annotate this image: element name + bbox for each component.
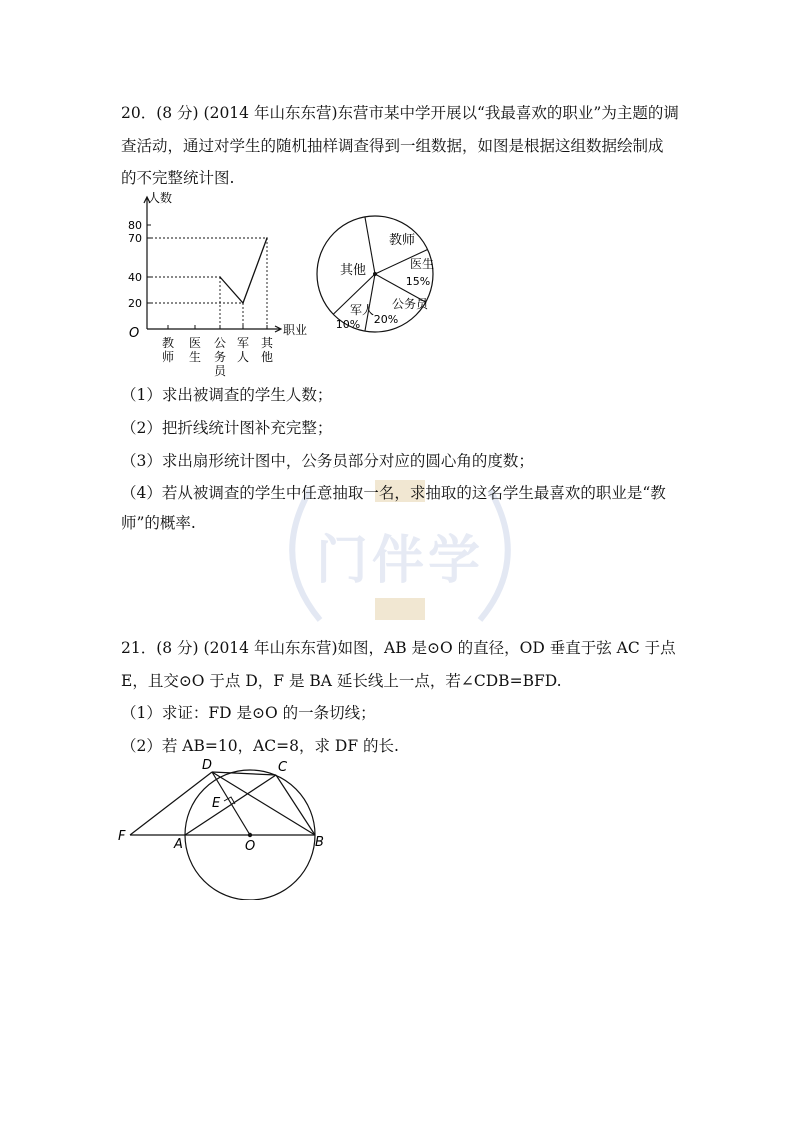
- x-tick-label: 军: [236, 336, 250, 350]
- q21-sub2: （2）若 AB=10，AC=8，求 DF 的长.: [121, 737, 399, 755]
- x-tick-label: 教: [161, 336, 175, 350]
- slice-label: 其他: [339, 263, 367, 278]
- watermark-text: 门伴学: [315, 531, 484, 591]
- line-cb: [276, 775, 315, 835]
- q21-sub1: （1）求证：FD 是⊙O 的一条切线；: [121, 704, 376, 722]
- data-point: [242, 302, 244, 304]
- slice-label: 公务员: [391, 297, 429, 311]
- x-tick-label: 生: [188, 350, 202, 364]
- x-tick-label: 师: [161, 350, 175, 364]
- pie-chart: [310, 210, 450, 340]
- q20-sub4a: （4）若从被调查的学生中任意抽取一名，求抽取的这名学生最喜欢的职业是“教: [121, 484, 666, 502]
- line-db: [212, 772, 315, 835]
- data-point: [219, 276, 221, 278]
- slice-label: 医生: [409, 257, 435, 271]
- x-tick-label: 其: [260, 336, 274, 350]
- data-point: [266, 237, 268, 239]
- geometry-figure: [110, 755, 340, 900]
- y-tick-label: 40: [128, 271, 142, 284]
- q20-sub1: （1）求出被调查的学生人数；: [121, 386, 333, 404]
- q20-line1: 20．(8 分) (2014 年山东东营)东营市某中学开展以“我最喜欢的职业”为主题的调: [121, 104, 679, 122]
- y-tick-label: 20: [128, 297, 142, 310]
- label-a: A: [174, 837, 183, 852]
- q20-sub4b: 师”的概率.: [121, 514, 196, 532]
- y-tick-label: 70: [128, 232, 142, 245]
- x-tick-label: 他: [260, 350, 274, 364]
- label-e: E: [212, 796, 221, 811]
- line-chart: [120, 188, 320, 378]
- slice-label: 教师: [388, 233, 416, 248]
- q20-sub2: （2）把折线统计图补充完整；: [121, 419, 333, 437]
- label-c: C: [278, 760, 288, 775]
- x-tick-label: 员: [213, 364, 227, 378]
- slice-label: 军人: [349, 303, 375, 317]
- label-d: D: [202, 758, 213, 773]
- q20-line3: 的不完整统计图.: [121, 169, 235, 187]
- q21-line2: E，且交⊙O 于点 D，F 是 BA 延长线上一点，若∠CDB=BFD.: [121, 672, 562, 690]
- x-axis-label: 职业: [283, 323, 308, 337]
- label-o: O: [245, 839, 256, 854]
- y-tick-label: 80: [128, 219, 142, 232]
- pie-center: [373, 272, 377, 276]
- slice-percent: 15%: [405, 275, 431, 288]
- label-b: B: [315, 835, 324, 850]
- slice-percent: 10%: [335, 318, 361, 331]
- q21-line1: 21．(8 分) (2014 年山东东营)如图，AB 是⊙O 的直径，OD 垂直于弦 AC 于点: [121, 639, 676, 657]
- x-tick-label: 人: [236, 350, 250, 364]
- q20-line2: 查活动，通过对学生的随机抽样调查得到一组数据，如图是根据这组数据绘制成: [121, 137, 664, 155]
- slice-percent: 20%: [373, 313, 399, 326]
- origin-label: O: [129, 326, 140, 341]
- series-line: [220, 238, 267, 303]
- slice-divider: [365, 217, 375, 274]
- q20-sub3: （3）求出扇形统计图中，公务员部分对应的圆心角的度数；: [121, 452, 534, 470]
- center-dot: [248, 833, 252, 837]
- x-tick-label: 公: [213, 336, 227, 350]
- y-axis-label: 人数: [148, 191, 173, 205]
- x-tick-label: 务: [213, 350, 227, 364]
- label-f: F: [118, 829, 126, 844]
- x-tick-label: 医: [188, 336, 202, 350]
